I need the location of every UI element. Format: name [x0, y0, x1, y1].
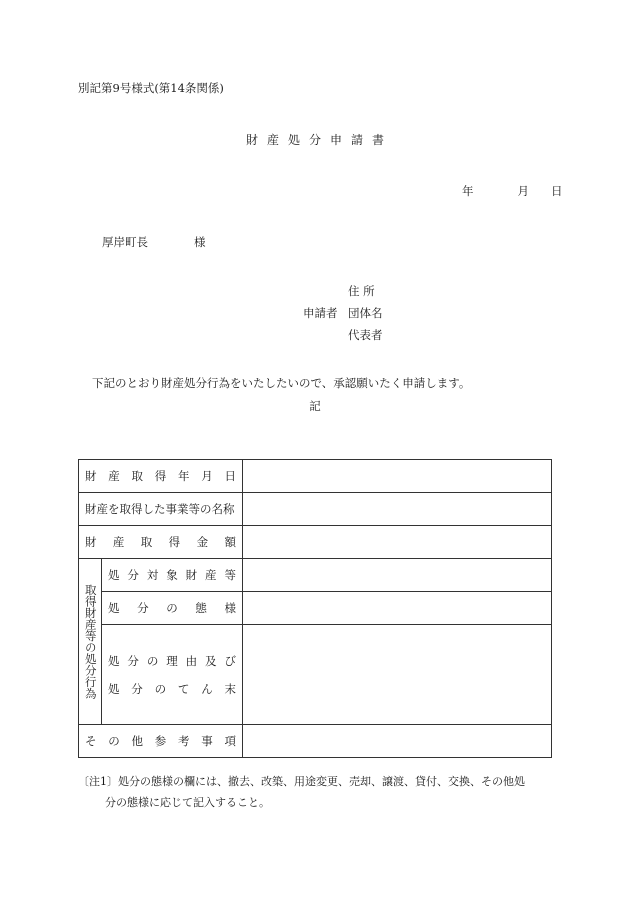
date-year-label: 年 — [462, 184, 474, 198]
value-business-name[interactable] — [243, 493, 552, 526]
label-char: 末 — [224, 681, 236, 696]
table-row-acquisition-date — [79, 460, 552, 493]
table-row-acquisition-amount — [79, 526, 552, 559]
form-identifier: 別記第9号様式(第14条関係) — [78, 81, 224, 95]
label-acquisition-date — [79, 460, 243, 493]
label-char: 理 — [166, 653, 178, 668]
applicant-address-label: 住 所 — [348, 284, 375, 298]
label-char: の — [146, 653, 159, 668]
applicant-representative-label: 代表者 — [348, 328, 383, 342]
label-char: 及 — [205, 653, 217, 668]
ki-heading: 記 — [309, 399, 321, 413]
label-char: 対 — [146, 568, 159, 582]
label-char: 象 — [166, 568, 178, 582]
label-char: の — [108, 734, 120, 748]
group-label-disposal-acts — [79, 559, 102, 725]
date-day-label: 日 — [551, 184, 563, 198]
label-char: 年 — [178, 469, 190, 483]
applicant-label: 申請者 — [303, 306, 338, 320]
table-row-disposal-mode — [79, 592, 552, 625]
label-char: 分 — [127, 568, 139, 582]
addressee-honorific: 様 — [194, 235, 206, 249]
label-char: 分 — [137, 601, 149, 615]
label-char: 態 — [195, 601, 207, 615]
value-acquisition-amount[interactable] — [243, 526, 552, 559]
label-char: 財 — [185, 568, 198, 582]
label-char: び — [224, 653, 236, 668]
date-month-label: 月 — [517, 184, 529, 198]
table-row-business-name — [79, 493, 552, 526]
label-disposal-reason — [102, 625, 243, 725]
request-statement: 下記のとおり財産処分行為をいたしたいので、承認願いたく申請します。 — [92, 376, 471, 390]
label-char: 処 — [108, 653, 120, 668]
label-char: ん — [201, 681, 213, 696]
label-char: 分 — [127, 653, 139, 668]
label-char: の — [166, 601, 178, 615]
label-char: 日 — [224, 469, 236, 483]
label-char: 財 — [85, 469, 97, 483]
label-acquisition-amount — [79, 526, 243, 559]
label-disposal-target — [102, 559, 243, 592]
label-char: 参 — [154, 734, 167, 748]
note-line-2: 分の態様に応じて記入すること。 — [105, 796, 270, 809]
label-char: 産 — [205, 568, 217, 582]
table-row-disposal-target — [79, 559, 552, 592]
value-other-notes[interactable] — [243, 725, 552, 758]
label-char: 様 — [224, 601, 236, 615]
label-char: 得 — [168, 535, 181, 549]
label-char: 分 — [131, 681, 143, 696]
table-row-disposal-reason — [79, 625, 552, 725]
label-business-name: 財産を取得した事業等の名称 — [79, 493, 243, 526]
note-line-1: 〔注1〕処分の態様の欄には、撤去、改築、用途変更、売却、譲渡、貸付、交換、その他処 — [78, 775, 525, 788]
label-char: 項 — [224, 734, 236, 748]
label-char: 産 — [112, 535, 125, 549]
label-char: 得 — [154, 469, 167, 483]
table-row-other-notes — [79, 725, 552, 758]
label-char: 取 — [140, 535, 153, 549]
label-char: 事 — [201, 734, 213, 748]
label-char: 取 — [131, 469, 143, 483]
value-disposal-reason[interactable] — [243, 625, 552, 725]
value-disposal-target[interactable] — [243, 559, 552, 592]
value-acquisition-date[interactable] — [243, 460, 552, 493]
label-disposal-mode — [102, 592, 243, 625]
label-char: て — [177, 681, 190, 696]
group-label-text: 取得財産等の処分行為 — [83, 584, 98, 699]
value-disposal-mode[interactable] — [243, 592, 552, 625]
date-line — [440, 183, 563, 199]
label-char: 産 — [108, 469, 120, 483]
label-char: 処 — [108, 568, 120, 582]
label-char: 考 — [178, 734, 190, 748]
applicant-group-label: 団体名 — [348, 306, 383, 320]
label-char: 額 — [224, 535, 236, 549]
label-char: 等 — [224, 568, 236, 582]
label-other-notes — [79, 725, 243, 758]
addressee-name: 厚岸町長 — [102, 235, 148, 249]
label-char: 処 — [108, 681, 120, 696]
label-char: 由 — [185, 653, 198, 668]
label-char: そ — [85, 734, 97, 748]
label-char: 金 — [196, 535, 209, 549]
addressee — [102, 234, 206, 250]
label-char: 財 — [85, 535, 97, 549]
label-char: の — [154, 681, 167, 696]
application-form-table — [78, 459, 552, 758]
label-char: 月 — [201, 469, 213, 483]
label-char: 他 — [131, 734, 143, 748]
document-title: 財産処分申請書 — [245, 133, 393, 147]
label-char: 処 — [108, 601, 120, 615]
